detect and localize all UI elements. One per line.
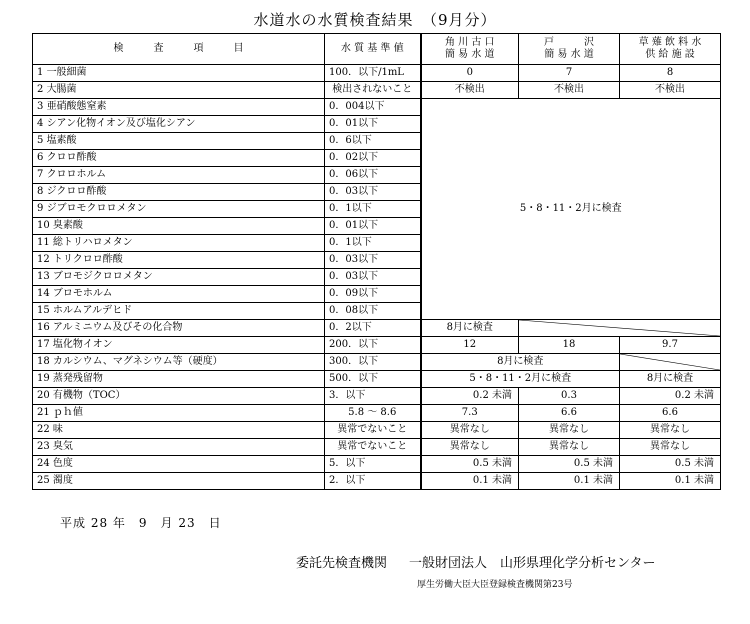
- row-item: [33, 388, 325, 405]
- row-item-label: 臭素酸: [52, 220, 83, 231]
- row-value-col3: 0.2 未満: [620, 388, 721, 405]
- row-value-col23-empty: [519, 320, 721, 337]
- row-item: [33, 65, 325, 82]
- row-value-col1: 7.3: [421, 405, 519, 422]
- table-row: [33, 354, 721, 371]
- row-standard: 300．以下: [325, 354, 421, 371]
- footer-registration: 厚生労働大臣大臣登録検査機関第23号: [417, 580, 573, 590]
- row-item: [33, 337, 325, 354]
- row-number: 22: [37, 424, 50, 435]
- row-item: [33, 269, 325, 286]
- row-item-label: アルミニウム及びその化合物: [52, 322, 183, 333]
- document-title: 水道水の水質検査結果 （9月分）: [253, 11, 497, 29]
- row-item-label: 塩化物イオン: [52, 339, 113, 350]
- row-number: 7: [37, 169, 44, 180]
- row-item: [33, 286, 325, 303]
- row-number: 4: [37, 118, 44, 129]
- row-value-col1: 8月に検査: [421, 320, 519, 337]
- row-number: 15: [37, 305, 50, 316]
- row-item-label: 蒸発残留物: [52, 373, 103, 384]
- row-standard: 100．以下/1mL: [325, 65, 421, 82]
- row-value-col3: 6.6: [620, 405, 721, 422]
- header-item: 検 査 項 目: [33, 34, 325, 65]
- row-item: [33, 133, 325, 150]
- row-value-col1: 異常なし: [421, 439, 519, 456]
- row-item-label: ホルムアルデヒド: [52, 305, 133, 316]
- row-number: 24: [37, 458, 50, 469]
- table-row: [33, 99, 721, 116]
- row-item: [33, 473, 325, 490]
- row-item-label: トリクロロ酢酸: [52, 254, 123, 265]
- row-value-col1: 不検出: [421, 82, 519, 99]
- row-value-col2: 0.5 未満: [519, 456, 620, 473]
- row-item: [33, 218, 325, 235]
- row-value-col2: 異常なし: [519, 439, 620, 456]
- row-item: [33, 354, 325, 371]
- row-standard: 0．004以下: [325, 99, 421, 116]
- row-item-label: 濁度: [52, 475, 73, 486]
- row-standard: 0．1以下: [325, 235, 421, 252]
- row-item-label: クロロホルム: [46, 169, 107, 180]
- header-col1-line2: 簡 易 水 道: [444, 49, 495, 60]
- row-value-col2: 18: [519, 337, 620, 354]
- header-col2-line1: 戸 沢: [544, 37, 594, 48]
- row-item-label: ジブロモクロロメタン: [46, 203, 147, 214]
- header-standard: 水 質 基 準 値: [325, 34, 421, 65]
- row-number: 20: [37, 390, 50, 401]
- row-number: 23: [37, 441, 50, 452]
- row-number: 8: [37, 186, 44, 197]
- row-standard: 異常でないこと: [325, 422, 421, 439]
- report-date: 平成 28 年 9 月 23 日: [60, 516, 222, 530]
- table-row: [33, 82, 721, 99]
- row-standard: 0．01以下: [325, 218, 421, 235]
- row-value-col3: 0.5 未満: [620, 456, 721, 473]
- row-item-label: 総トリハロメタン: [52, 237, 133, 248]
- header-col3-line1: 草 薙 飲 料 水: [638, 37, 702, 48]
- row-value-col2: 0.3: [519, 388, 620, 405]
- row-number: 13: [37, 271, 50, 282]
- row-value-col1: 0: [421, 65, 519, 82]
- table-row: [33, 371, 721, 388]
- row-standard: 500．以下: [325, 371, 421, 388]
- row-item-label: 一般細菌: [46, 67, 87, 78]
- row-number: 9: [37, 203, 44, 214]
- row-standard: 5.8 ～ 8.6: [325, 405, 421, 422]
- row-value-col2: 異常なし: [519, 422, 620, 439]
- row-standard: 0．01以下: [325, 116, 421, 133]
- footer-organization: [296, 552, 678, 571]
- row-number: 3: [37, 101, 44, 112]
- row-item-label: 色度: [52, 458, 73, 469]
- row-value-col3: 9.7: [620, 337, 721, 354]
- footer-org-name: 一般財団法人 山形県理化学分析センター: [409, 556, 656, 571]
- row-item: [33, 235, 325, 252]
- row-item-label: 味: [52, 424, 63, 435]
- table-row: [33, 337, 721, 354]
- row-item-label: ジクロロ酢酸: [46, 186, 107, 197]
- row-number: 6: [37, 152, 44, 163]
- row-item: [33, 150, 325, 167]
- row-item: [33, 167, 325, 184]
- row-number: 10: [37, 220, 50, 231]
- row-standard: 5．以下: [325, 456, 421, 473]
- row-number: 21: [37, 407, 50, 418]
- table-header-row: [33, 34, 721, 65]
- row-standard: 200．以下: [325, 337, 421, 354]
- row-value-col2: 不検出: [519, 82, 620, 99]
- row-value-col3: 異常なし: [620, 422, 721, 439]
- table-row: [33, 439, 721, 456]
- row-item: [33, 116, 325, 133]
- row-number: 5: [37, 135, 44, 146]
- row-item: [33, 99, 325, 116]
- row-standard: 0．09以下: [325, 286, 421, 303]
- row-value-col3-empty: [620, 354, 721, 371]
- row-number: 25: [37, 475, 50, 486]
- row-standard: 異常でないこと: [325, 439, 421, 456]
- merged-inspection-note: 5・8・11・2月に検査: [421, 99, 721, 320]
- row-standard: 0．03以下: [325, 184, 421, 201]
- row-item-label: シアン化物イオン及び塩化シアン: [46, 118, 196, 129]
- table-row: [33, 422, 721, 439]
- row-value-col3: 0.1 未満: [620, 473, 721, 490]
- row-item-label: クロロ酢酸: [46, 152, 97, 163]
- row-standard: 0．06以下: [325, 167, 421, 184]
- row-value-col1: 0.5 未満: [421, 456, 519, 473]
- row-item-label: 大腸菌: [46, 84, 77, 95]
- row-value-col1: 12: [421, 337, 519, 354]
- row-item: [33, 371, 325, 388]
- header-col2: [519, 34, 620, 65]
- row-value-col3: 8: [620, 65, 721, 82]
- table-row: [33, 320, 721, 337]
- footer-label: 委託先検査機関: [296, 556, 388, 571]
- row-item: [33, 303, 325, 320]
- row-value-col1: 0.2 未満: [421, 388, 519, 405]
- row-standard: 2．以下: [325, 473, 421, 490]
- row-number: 11: [37, 237, 50, 248]
- row-number: 12: [37, 254, 50, 265]
- table-row: [33, 65, 721, 82]
- row-standard: 0．03以下: [325, 269, 421, 286]
- row-item-label: ブロモホルム: [52, 288, 113, 299]
- table-row: [33, 456, 721, 473]
- header-col3: [620, 34, 721, 65]
- row-value-col2: 6.6: [519, 405, 620, 422]
- row-number: 17: [37, 339, 50, 350]
- table-row: [33, 388, 721, 405]
- row-item-label: 亜硝酸態窒素: [46, 101, 107, 112]
- row-number: 18: [37, 356, 50, 367]
- row-item: [33, 201, 325, 218]
- row-number: 14: [37, 288, 50, 299]
- water-quality-table: [32, 33, 721, 490]
- row-item: [33, 320, 325, 337]
- row-item: [33, 456, 325, 473]
- row-item-label: 臭気: [52, 441, 73, 452]
- row-standard: 0．1以下: [325, 201, 421, 218]
- header-col1: [421, 34, 519, 65]
- row-number: 16: [37, 322, 50, 333]
- row-number: 2: [37, 84, 44, 95]
- table-row: [33, 405, 721, 422]
- row-standard: 0．6以下: [325, 133, 421, 150]
- header-col1-line1: 角 川 古 口: [444, 37, 495, 48]
- row-item: [33, 252, 325, 269]
- row-value-col12: 8月に検査: [421, 354, 620, 371]
- row-item: [33, 184, 325, 201]
- row-item: [33, 405, 325, 422]
- row-value-col2: 7: [519, 65, 620, 82]
- row-value-col3: 8月に検査: [620, 371, 721, 388]
- row-item: [33, 439, 325, 456]
- row-item-label: 有機物（TOC）: [52, 390, 126, 401]
- row-standard: 検出されないこと: [325, 82, 421, 99]
- table-row: [33, 473, 721, 490]
- row-value-col3: 不検出: [620, 82, 721, 99]
- row-standard: 0．02以下: [325, 150, 421, 167]
- row-item-label: ブロモジクロロメタン: [52, 271, 153, 282]
- row-value-col12: 5・8・11・2月に検査: [421, 371, 620, 388]
- row-standard: 3．以下: [325, 388, 421, 405]
- row-value-col1: 0.1 未満: [421, 473, 519, 490]
- row-standard: 0．2以下: [325, 320, 421, 337]
- row-number: 1: [37, 67, 44, 78]
- row-standard: 0．03以下: [325, 252, 421, 269]
- row-standard: 0．08以下: [325, 303, 421, 320]
- row-item: [33, 422, 325, 439]
- header-col3-line2: 供 給 施 設: [645, 49, 695, 60]
- row-number: 19: [37, 373, 50, 384]
- row-item: [33, 82, 325, 99]
- row-item-label: 塩素酸: [46, 135, 77, 146]
- row-item-label: カルシウム、マグネシウム等（硬度）: [52, 356, 223, 367]
- row-item-label: ｐｈ値: [52, 407, 83, 418]
- row-value-col2: 0.1 未満: [519, 473, 620, 490]
- header-col2-line2: 簡 易 水 道: [544, 49, 594, 60]
- row-value-col3: 異常なし: [620, 439, 721, 456]
- row-value-col1: 異常なし: [421, 422, 519, 439]
